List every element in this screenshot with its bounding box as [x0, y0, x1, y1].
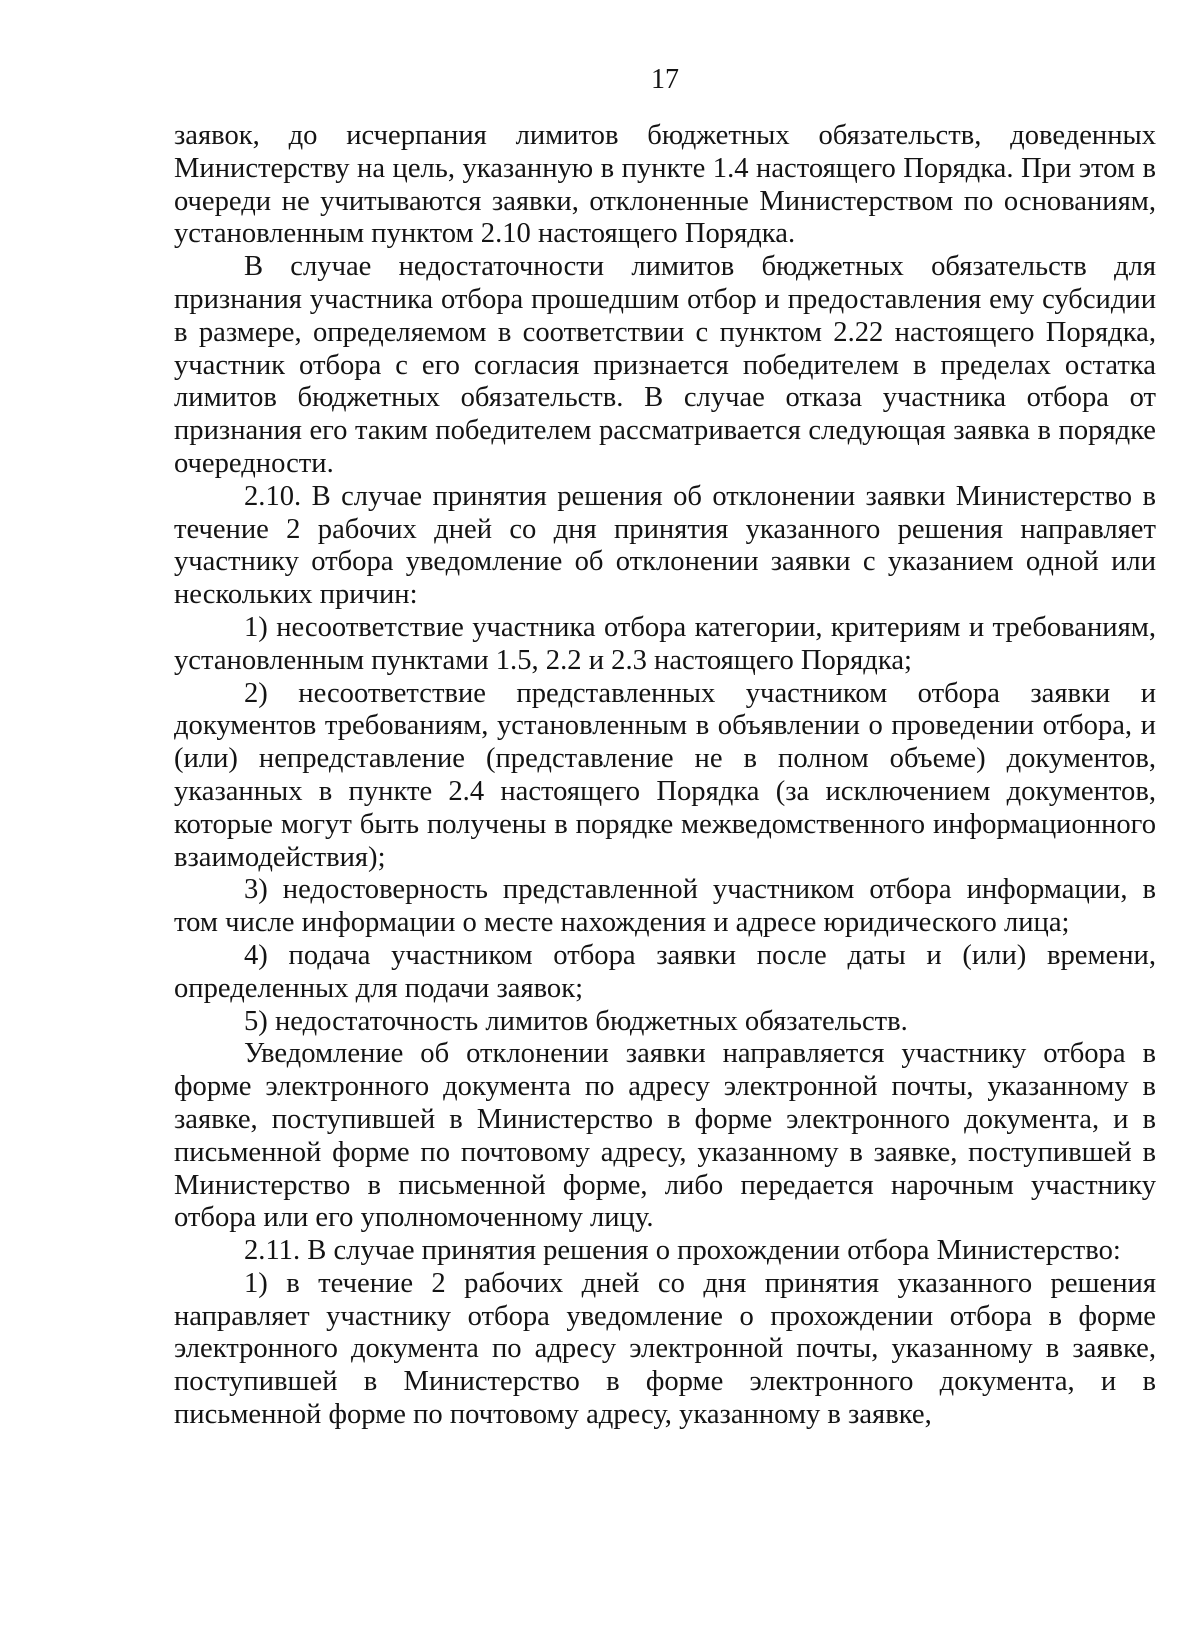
list-item-2: 2) несоответствие представленных участником отбора заявки и документов требованиям, установленным в объявлении о проведении отбора, и (или) непредставление (представление не в полном объеме) документов, указанных в пункте 2.4 настоящего Порядка (за исключением документов, которые могут быть получены в порядке межведомственного информационного взаимодействия); — [174, 677, 1156, 873]
paragraph-2-10: 2.10. В случае принятия решения об отклонении заявки Министерство в течение 2 рабочих дней со дня принятия указанного решения направляет участнику отбора уведомление об отклонении заявки с указанием одной или нескольких причин: — [174, 480, 1156, 611]
document-body — [174, 120, 1156, 1432]
list-item-2-11-1: 1) в течение 2 рабочих дней со дня принятия указанного решения направляет участнику отбора уведомление о прохождении отбора в форме электронного документа по адресу электронной почты, указанному в заявке, поступившей в Министерство в форме электронного документа, и в письменной форме по почтовому адресу, указанному в заявке, — [174, 1267, 1156, 1431]
paragraph-rejection-notice: Уведомление об отклонении заявки направляется участнику отбора в форме электронного документа по адресу электронной почты, указанному в заявке, поступившей в Министерство в форме электронного документа, и в письменной форме по почтовому адресу, указанному в заявке, поступившей в Министерство в письменной форме, либо передается нарочным участнику отбора или его уполномоченному лицу. — [174, 1038, 1156, 1234]
list-item-1: 1) несоответствие участника отбора категории, критериям и требованиям, установленным пунктами 1.5, 2.2 и 2.3 настоящего Порядка; — [174, 611, 1156, 676]
paragraph-2-11: 2.11. В случае принятия решения о прохождении отбора Министерство: — [244, 1235, 1121, 1267]
paragraph-insufficient-limits: В случае недостаточности лимитов бюджетных обязательств для признания участника отбора прошедшим отбор и предоставления ему субсидии в размере, определяемом в соответствии с пунктом 2.22 настоящего Порядка, участник отбора с его согласия признается победителем в пределах остатка лимитов бюджетных обязательств. В случае отказа участника отбора от признания его таким победителем рассматривается следующая заявка в порядке очередности. — [174, 251, 1156, 479]
page-number: 17 — [651, 64, 679, 95]
list-item-3: 3) недостоверность представленной участником отбора информации, в том числе информации о месте нахождения и адресе юридического лица; — [174, 874, 1156, 939]
list-item-4: 4) подача участником отбора заявки после даты и (или) времени, определенных для подачи заявок; — [174, 939, 1156, 1004]
paragraph-continuation: заявок, до исчерпания лимитов бюджетных обязательств, доведенных Министерству на цель, указанную в пункте 1.4 настоящего Порядка. При этом в очереди не учитываются заявки, отклоненные Министерством по основаниям, установленным пунктом 2.10 настоящего Порядка. — [174, 120, 1156, 250]
list-item-5: 5) недостаточность лимитов бюджетных обязательств. — [244, 1005, 908, 1037]
